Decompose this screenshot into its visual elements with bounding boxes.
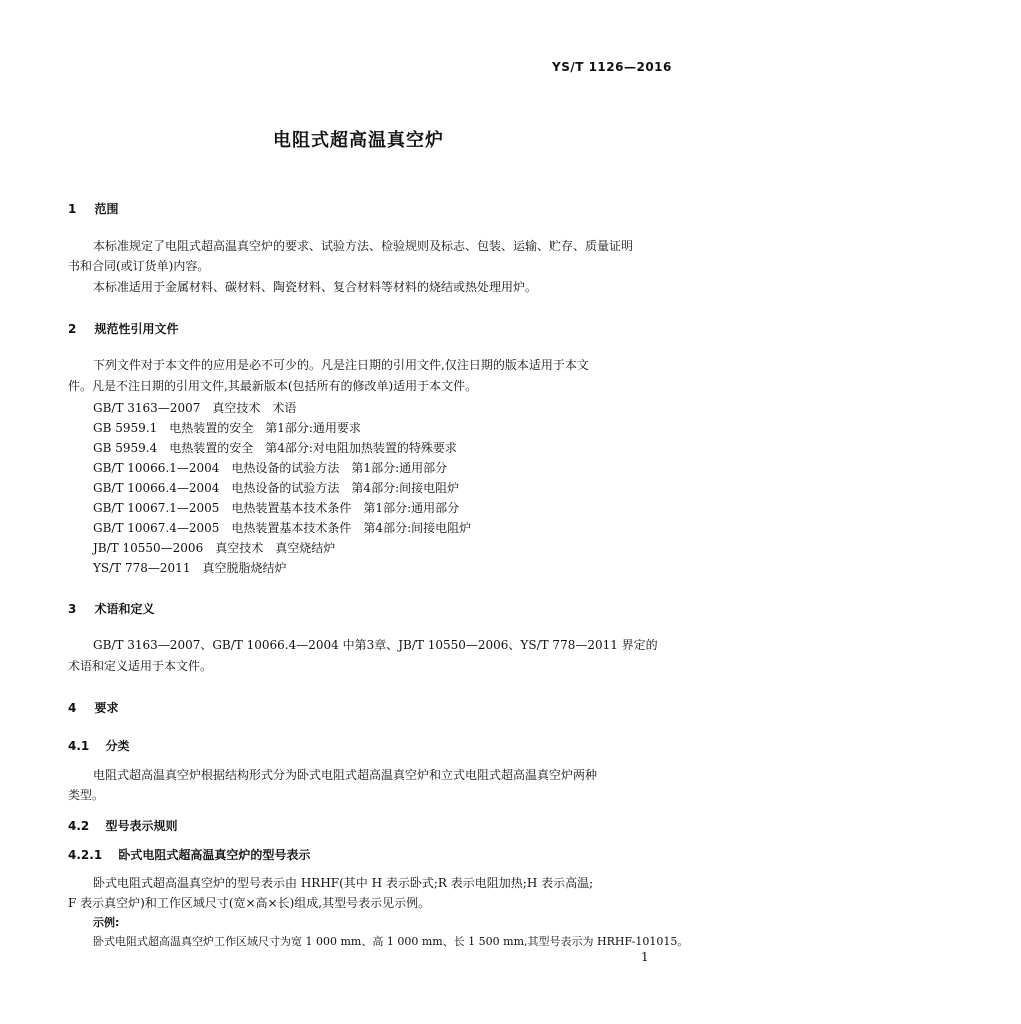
section-4-2-1-title: 卧式电阻式超高温真空炉的型号表示 <box>118 848 311 862</box>
s3-paragraph-line-2: 术语和定义适用于本文件。 <box>68 659 213 673</box>
s421-paragraph-line-2: F 表示真空炉)和工作区域尺寸(宽×高×长)组成,其型号表示见示例。 <box>68 896 431 910</box>
s2-intro-line-1: 下列文件对于本文件的应用是必不可少的。凡是注日期的引用文件,仅注日期的版本适用于本文 <box>93 358 589 372</box>
s41-paragraph-line-2: 类型。 <box>68 788 105 802</box>
section-1-title: 范围 <box>94 202 119 216</box>
s3-paragraph-line-1: GB/T 3163—2007、GB/T 10066.4—2004 中第3章、JB/T 10550—2006、YS/T 778—2011 界定的 <box>93 638 658 652</box>
reference-item: GB/T 10066.1—2004 电热设备的试验方法 第1部分:通用部分 <box>93 461 448 475</box>
reference-item: GB/T 10067.4—2005 电热装置基本技术条件 第4部分:间接电阻炉 <box>93 521 472 535</box>
section-3-heading <box>68 600 155 617</box>
reference-item: GB 5959.4 电热装置的安全 第4部分:对电阻加热装置的特殊要求 <box>93 441 457 455</box>
section-2-heading <box>68 320 179 337</box>
section-4-number: 4 <box>68 701 77 715</box>
section-3-number: 3 <box>68 602 77 616</box>
section-2-number: 2 <box>68 322 77 336</box>
page-number: 1 <box>641 950 649 964</box>
section-4-1-number: 4.1 <box>68 739 90 753</box>
standard-code: YS/T 1126—2016 <box>552 60 672 74</box>
section-4-title: 要求 <box>94 701 119 715</box>
reference-item: GB/T 10066.4—2004 电热设备的试验方法 第4部分:间接电阻炉 <box>93 481 460 495</box>
reference-item: GB/T 10067.1—2005 电热装置基本技术条件 第1部分:通用部分 <box>93 501 460 515</box>
section-1-heading <box>68 200 119 217</box>
section-4-1-heading <box>68 737 129 754</box>
example-text: 卧式电阻式超高温真空炉工作区域尺寸为宽 1 000 mm、高 1 000 mm、长 1 500 mm,其型号表示为 HRHF-101015。 <box>93 935 689 948</box>
reference-item: JB/T 10550—2006 真空技术 真空烧结炉 <box>93 541 336 555</box>
reference-item: YS/T 778—2011 真空脱脂烧结炉 <box>93 561 287 575</box>
section-4-heading <box>68 699 119 716</box>
s1-paragraph-1-line-1: 本标准规定了电阻式超高温真空炉的要求、试验方法、检验规则及标志、包装、运输、贮存、质量证明 <box>93 239 634 253</box>
section-4-2-title: 型号表示规则 <box>105 819 178 833</box>
example-label: 示例: <box>93 916 120 929</box>
s1-paragraph-2: 本标准适用于金属材料、碳材料、陶瓷材料、复合材料等材料的烧结或热处理用炉。 <box>93 280 538 294</box>
section-4-2-1-heading <box>68 846 310 863</box>
document-title: 电阻式超高温真空炉 <box>273 130 444 151</box>
section-4-1-title: 分类 <box>105 739 130 753</box>
section-1-number: 1 <box>68 202 77 216</box>
section-4-2-1-number: 4.2.1 <box>68 848 103 862</box>
s421-paragraph-line-1: 卧式电阻式超高温真空炉的型号表示由 HRHF(其中 H 表示卧式;R 表示电阻加热;H 表示高温; <box>93 876 594 890</box>
section-4-2-heading <box>68 817 177 834</box>
reference-item: GB 5959.1 电热装置的安全 第1部分:通用要求 <box>93 421 361 435</box>
s41-paragraph-line-1: 电阻式超高温真空炉根据结构形式分为卧式电阻式超高温真空炉和立式电阻式超高温真空炉两种 <box>93 768 598 782</box>
s1-paragraph-1-line-2: 书和合同(或订货单)内容。 <box>68 259 210 273</box>
section-4-2-number: 4.2 <box>68 819 90 833</box>
section-3-title: 术语和定义 <box>94 602 155 616</box>
s2-intro-line-2: 件。凡是不注日期的引用文件,其最新版本(包括所有的修改单)适用于本文件。 <box>68 379 478 393</box>
section-2-title: 规范性引用文件 <box>94 322 179 336</box>
reference-item: GB/T 3163—2007 真空技术 术语 <box>93 401 297 415</box>
